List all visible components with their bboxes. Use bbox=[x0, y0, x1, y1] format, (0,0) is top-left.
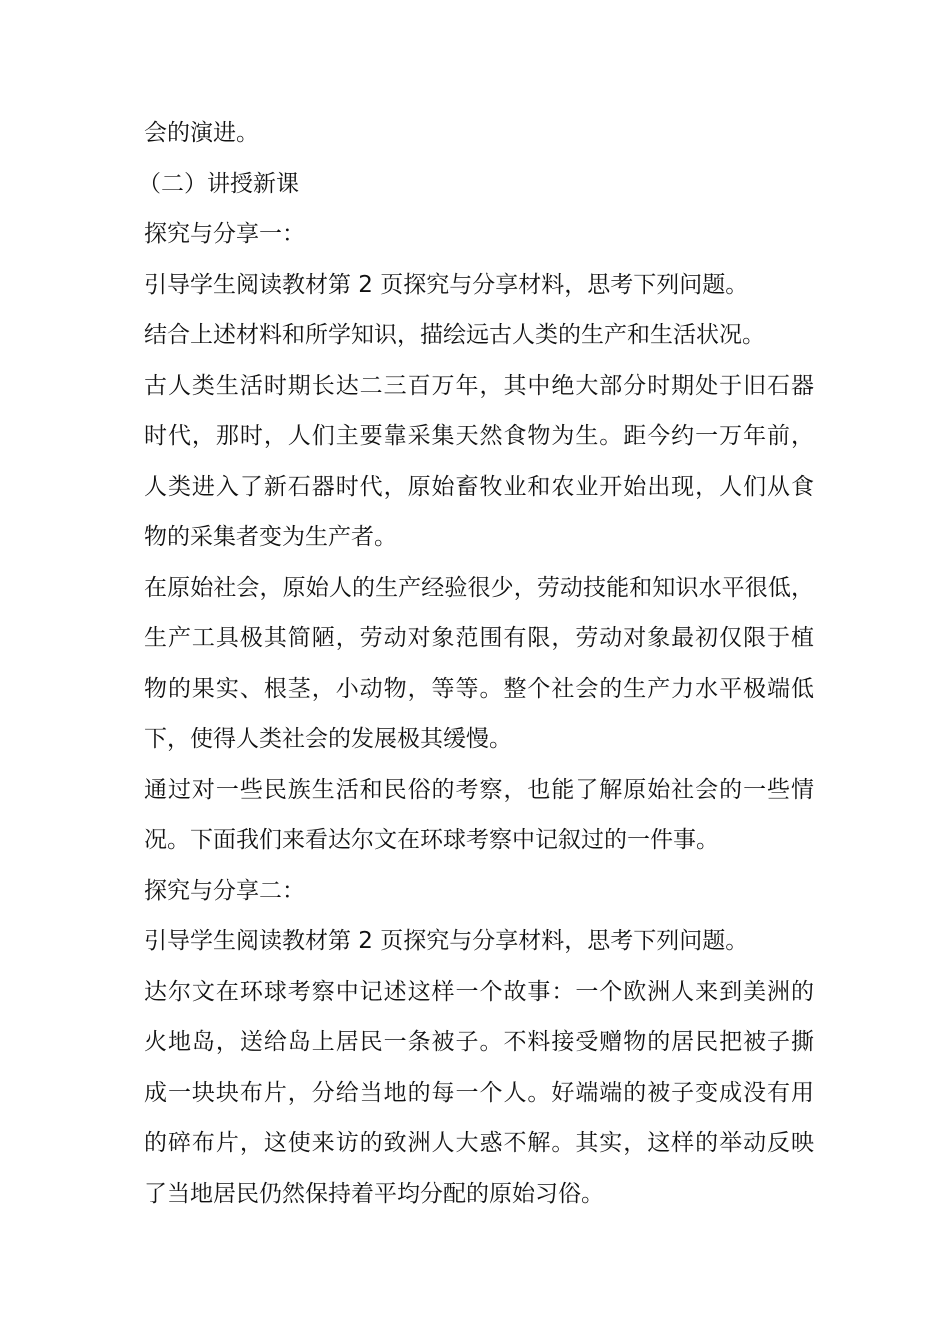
text-line: 人类进入了新石器时代，原始畜牧业和农业开始出现，人们从食 bbox=[144, 473, 814, 500]
text-line: 的碎布片，这使来访的致洲人大惑不解。其实，这样的举动反映 bbox=[144, 1130, 814, 1156]
section-heading: （二）讲授新课 bbox=[138, 170, 299, 197]
text-line: 物的果实、根茎，小动物，等等。整个社会的生产力水平极端低 bbox=[144, 675, 814, 702]
text-line: 况。下面我们来看达尔文在环球考察中记叙过的一件事。 bbox=[144, 827, 719, 853]
text-line: 生产工具极其简陋，劳动对象范围有限，劳动对象最初仅限于植 bbox=[144, 625, 814, 651]
text-line: 引导学生阅读教材第 2 页探究与分享材料，思考下列问题。 bbox=[144, 271, 749, 298]
text-line: 通过对一些民族生活和民俗的考察，也能了解原始社会的一些情 bbox=[144, 776, 814, 803]
text-line: 引导学生阅读教材第 2 页探究与分享材料，思考下列问题。 bbox=[144, 928, 749, 954]
text-line: 时代，那时，人们主要靠采集天然食物为生。距今约一万年前， bbox=[144, 423, 814, 449]
text-line: 物的采集者变为生产者。 bbox=[144, 524, 397, 550]
text-line: 结合上述材料和所学知识，描绘远古人类的生产和生活状况。 bbox=[144, 322, 765, 348]
text-line: 达尔文在环球考察中记述这样一个故事：一个欧洲人来到美洲的 bbox=[144, 978, 814, 1005]
text-line: 火地岛，送给岛上居民一条被子。不料接受赠物的居民把被子撕 bbox=[144, 1029, 814, 1055]
document-body bbox=[138, 108, 814, 1219]
text-line: 古人类生活时期长达二三百万年，其中绝大部分时期处于旧石器 bbox=[144, 372, 814, 399]
text-line: 成一块块布片，分给当地的每一个人。好端端的被子变成没有用 bbox=[144, 1079, 814, 1106]
subsection-heading: 探究与分享二： bbox=[144, 877, 305, 904]
text-line: 了当地居民仍然保持着平均分配的原始习俗。 bbox=[144, 1180, 604, 1207]
text-line: 下，使得人类社会的发展极其缓慢。 bbox=[144, 726, 512, 752]
subsection-heading: 探究与分享一： bbox=[144, 221, 305, 247]
text-line: 在原始社会，原始人的生产经验很少，劳动技能和知识水平很低， bbox=[144, 574, 814, 601]
text-line: 会的演进。 bbox=[144, 120, 259, 146]
